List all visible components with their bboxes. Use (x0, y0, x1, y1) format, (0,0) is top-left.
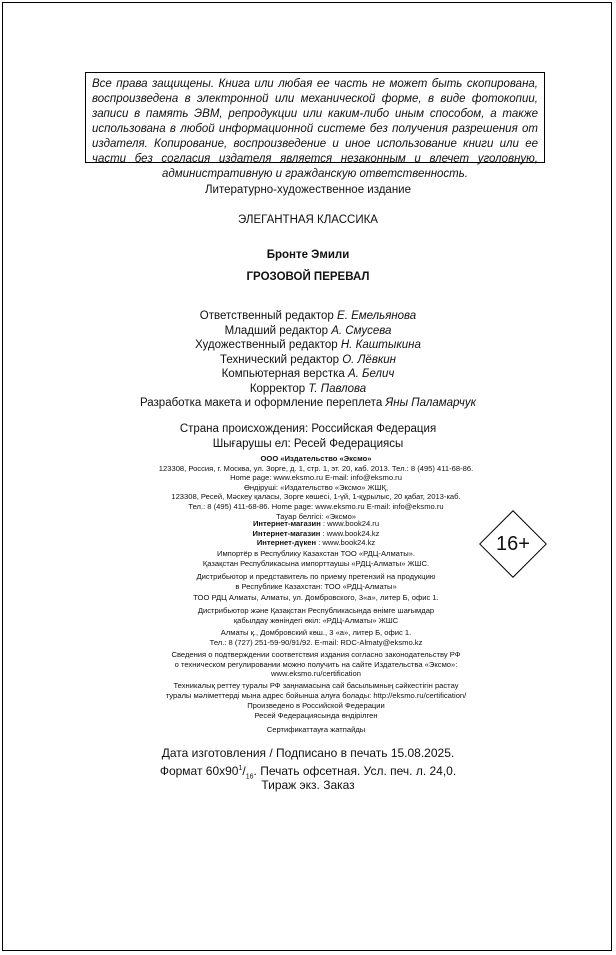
layout-credit: Разработка макета и оформление переплета Яны Паламарчук (139, 397, 477, 409)
print-date: Дата изготовления / Подписано в печать 15.08.2025. (161, 746, 455, 760)
distributor-kz-address: Алматы қ., Домбровский көш., 3 «а», литер Б, офис 1. Тел.: 8 (727) 251-59-90/91/92. E-mail: RDC-Almaty@eksmo.kz (209, 628, 423, 647)
shop-line: Интернет-дүкен : www.book24.kz (256, 538, 376, 548)
age-rating-label: 16+ (496, 533, 530, 555)
credit-line: Технический редактор О. Лёвкин (220, 353, 396, 366)
distributor-address: ТОО РДЦ Алматы, Алматы, ул. Домбровского, 3«а», литер Б, офис 1. (193, 593, 439, 602)
credit-line: Корректор Т. Павлова (249, 382, 367, 395)
print-format: Формат $60х90^1/_{16}$. Печать офсетная. Усл. печ. л. 24,0. (159, 764, 457, 781)
series-name: ЭЛЕГАНТНАЯ КЛАССИКА (238, 214, 378, 226)
distributor-kz-block: Дистрибьютор және Қазақстан Республикасында өнімге шағымдар қабылдау жөніндегі өкіл: «РДЦ-Алматы» ЖШС (197, 606, 435, 625)
origin-block: Страна происхождения: Российская Федерация Шығарушы ел: Ресей Федерациясы (179, 423, 437, 450)
shop-line: Интернет-магазин : www.book24.ru (252, 519, 380, 528)
book-title: ГРОЗОВОЙ ПЕРЕВАЛ (246, 271, 370, 283)
certification-note: Сертификаттауға жатпайды (266, 725, 366, 734)
publisher-block: ООО «Издательство «Эксмо» 123308, Россия, г. Москва, ул. Зорге, д. 1, стр. 1, эт. 20, каб. 2013. Тел.: 8 (495) 411-68-86. Home page: www.eksmo.ru E-mail: info@eksmo.ru Өндіруші: «Издательство «Эксмо» ЖШҚ, 123308, Ресей, Мәскеу қаласы, Зорге көшесі, 1-үй, 1-құрылыс, 20 қабат, 2013-каб. Тел.: 8 (495) 411-68-86. Home page: www.eksmo.ru E-mail: info@eksmo.ru Тауар белгісі: «Эксмо» (158, 454, 474, 521)
distributor-block: Дистрибьютор и представитель по приему претензий на продукцию в Республике Казахстан: ТОО «РДЦ-Алматы» (196, 572, 436, 591)
shops-block (150, 519, 482, 548)
print-run: Тираж экз. Заказ (261, 778, 355, 792)
produced-block: Произведено в Российской Федерации Ресей Федерациясында өндірілген (247, 701, 385, 720)
rights-notice: Все права защищены. Книга или любая ее часть не может быть скопирована, воспроизведена в электронной или механической форме, в виде фотокопии, записи в память ЭВМ, репродукции или каким-либо иным способом, а также использована в любой информационной системе без получения разрешения от издателя. Копирование, воспроизведение и иное использование книги или ее части без согласия издателя является незаконным и влечет уголовную, административную и гражданскую ответственность. (85, 72, 545, 163)
credits-block (0, 309, 616, 397)
credit-line: Младший редактор А. Смусева (224, 324, 392, 337)
shop-line: Интернет-магазин : www.book24.kz (252, 528, 380, 538)
conformity-kz-block: Техникалық реттеу туралы РФ заңнамасына сай басылымның сәйкестігін растау туралы мәліметтерді мына адрес бойынша алуға болады: http://eksmo.ru/certification/ (165, 681, 467, 700)
credit-line: Компьютерная верстка А. Белич (221, 368, 395, 381)
importer-block: Импортёр в Республику Казахстан ТОО «РДЦ-Алматы». Қазақстан Республикасына импорттаушы «РДЦ-Алматы» ЖШС. (202, 549, 430, 568)
credit-line: Художественный редактор Н. Каштыкина (195, 339, 421, 352)
conformity-block: Сведения о подтверждении соответствия издания согласно законодательству РФ о техническом регулировании можно получить на сайте Издательства «Эксмо»: www.eksmo.ru/certification (171, 650, 461, 679)
credit-line: Ответственный редактор Е. Емельянова (199, 310, 417, 322)
edition-type: Литературно-художественное издание (204, 184, 412, 196)
author-name: Бронте Эмили (266, 249, 350, 261)
